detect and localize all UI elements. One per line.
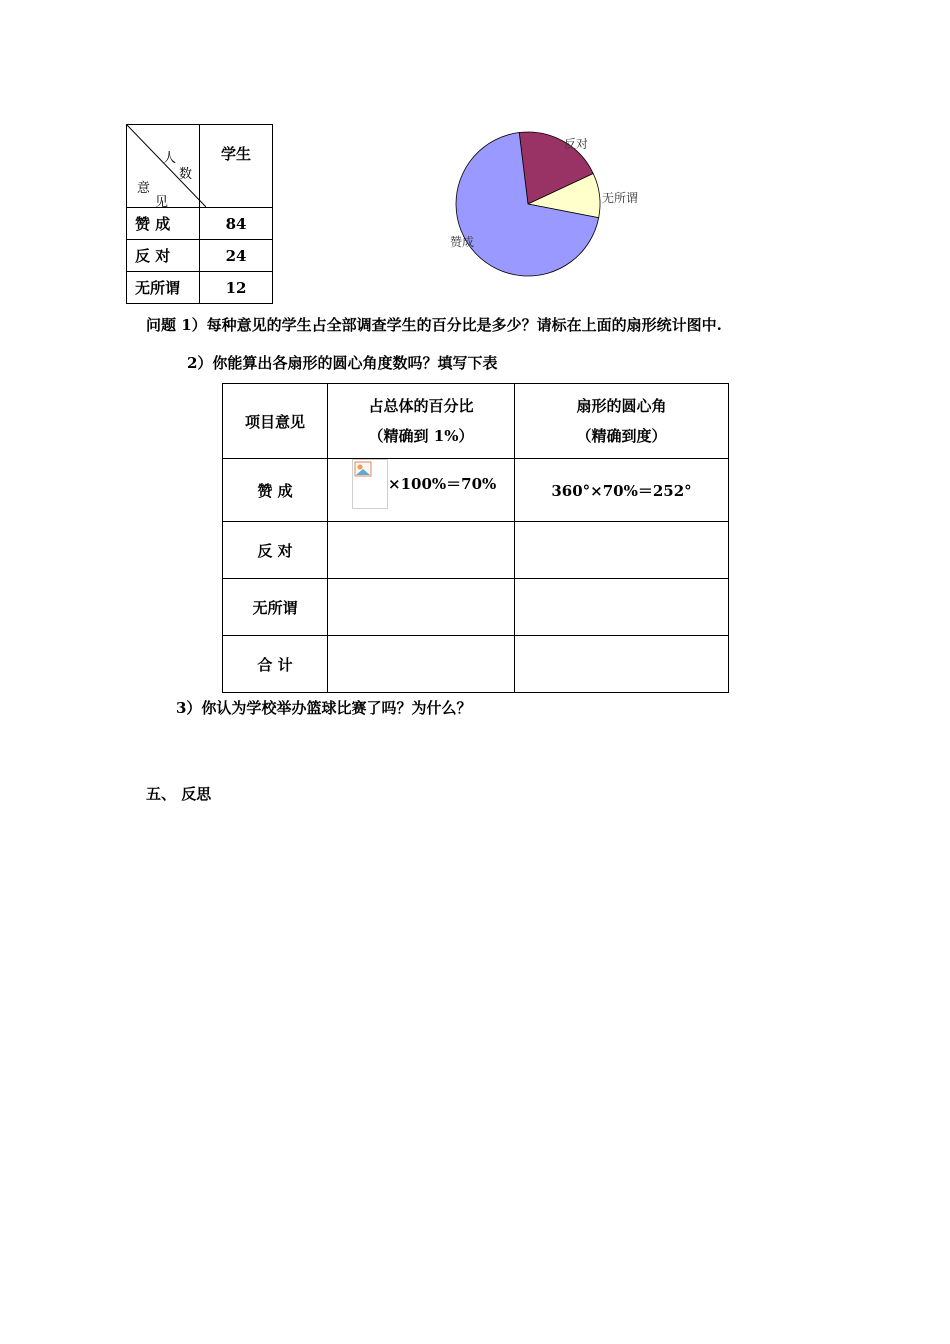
section-5-title: 五、 反思 <box>146 785 212 803</box>
angle-table <box>222 383 729 693</box>
row-label: 反 对 <box>127 240 200 272</box>
row-angle: 360°×70%＝252° <box>515 459 729 522</box>
pie-chart <box>440 120 680 290</box>
header-student: 学生 <box>200 125 273 208</box>
survey-table <box>126 124 273 304</box>
diagonal-header-cell <box>127 125 200 208</box>
table-row <box>223 459 729 522</box>
header-top-label: 人 <box>163 151 177 166</box>
row-label: 赞 成 <box>127 208 200 240</box>
row-percent <box>328 522 515 579</box>
table-row <box>223 636 729 693</box>
row-label: 反 对 <box>223 522 328 579</box>
row-percent <box>328 459 515 522</box>
row-label: 合 计 <box>223 636 328 693</box>
header-bottom-label: 意 <box>137 181 151 196</box>
header-top-label-2: 数 <box>179 167 193 182</box>
header-percent-line1: 占总体的百分比 <box>368 397 474 415</box>
row-label: 无所谓 <box>223 579 328 636</box>
table-row <box>223 579 729 636</box>
row-label: 赞 成 <box>223 459 328 522</box>
table-row <box>223 522 729 579</box>
header-angle <box>515 384 729 459</box>
table-row <box>127 240 273 272</box>
header-bottom-label-2: 见 <box>155 195 169 210</box>
table-row <box>127 208 273 240</box>
row-percent <box>328 579 515 636</box>
pie-label-1: 反对 <box>564 137 589 151</box>
row-label: 无所谓 <box>127 272 200 304</box>
fraction-image-placeholder <box>352 459 388 509</box>
row-value: 24 <box>200 240 273 272</box>
header-angle-line1: 扇形的圆心角 <box>576 397 667 415</box>
broken-image-icon <box>354 461 374 479</box>
question-3: 3）你认为学校举办篮球比赛了吗？为什么？ <box>176 699 472 717</box>
pie-label-2: 无所谓 <box>602 191 639 205</box>
header-percent-line2: （精确到 1%） <box>368 427 474 445</box>
header-percent <box>328 384 515 459</box>
question-1: 问题 1）每种意见的学生占全部调查学生的百分比是多少？请标在上面的扇形统计图中. <box>146 316 722 334</box>
row-angle <box>515 579 729 636</box>
percent-formula: ×100%＝70% <box>388 475 497 493</box>
header-item: 项目意见 <box>223 384 328 459</box>
row-value: 12 <box>200 272 273 304</box>
row-angle <box>515 522 729 579</box>
header-angle-line2: （精确到度） <box>576 427 667 445</box>
row-value: 84 <box>200 208 273 240</box>
question-2: 2）你能算出各扇形的圆心角度数吗？填写下表 <box>187 354 498 372</box>
row-angle <box>515 636 729 693</box>
row-percent <box>328 636 515 693</box>
pie-label-0: 赞成 <box>450 235 475 249</box>
table-row <box>127 272 273 304</box>
